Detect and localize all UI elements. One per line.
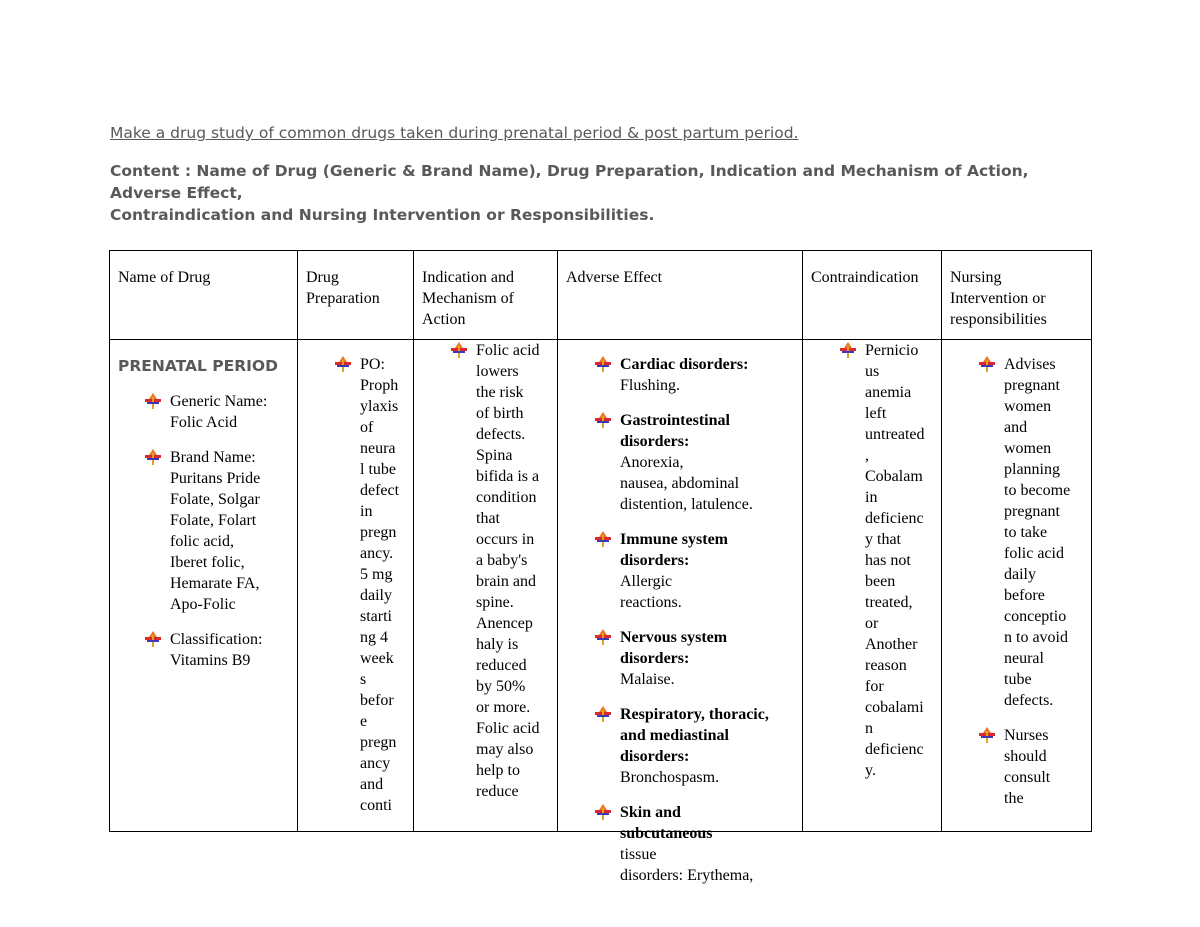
bullet-arrow-icon [978, 356, 996, 372]
text-line: Hemarate FA, [170, 575, 260, 592]
adverse-detail: Anorexia, [620, 454, 684, 471]
text-line: to become [1004, 482, 1071, 499]
bullet-arrow-icon [594, 629, 612, 645]
content-line-1: Content : Name of Drug (Generic & Brand Name), Drug Preparation, Indication and Mechanism of Action, Adverse Effect, [110, 162, 1029, 202]
adverse-detail: Bronchospasm. [620, 769, 720, 786]
content-description [110, 160, 1100, 226]
text-line: deficienc [865, 741, 924, 758]
text-line: should [1004, 748, 1047, 765]
text-line: Folic acid [476, 342, 540, 359]
adverse-detail: reactions. [620, 594, 682, 611]
bullet-arrow-icon [978, 727, 996, 743]
text-line: occurs in [476, 531, 535, 548]
text-line: spine. [476, 594, 514, 611]
header-indication [414, 251, 558, 340]
text-line: y that [865, 531, 901, 548]
text-line: defects. [1004, 692, 1054, 709]
name-bullet-item [144, 629, 297, 671]
text-line: of [360, 419, 374, 436]
drug-study-table [109, 250, 1092, 884]
header-adverse-effect: Adverse Effect [558, 251, 803, 340]
text-line: Cobalam [865, 468, 923, 485]
cell-name-of-drug [110, 340, 298, 832]
header-nursing [942, 251, 1092, 340]
text-line: Brand Name: [170, 449, 256, 466]
text-line: of birth [476, 405, 524, 422]
name-bullet-item [144, 391, 297, 433]
bullet-arrow-icon [594, 706, 612, 722]
adverse-detail: tissue [620, 846, 657, 863]
cell-contraindication [803, 340, 942, 832]
adverse-effect-item [594, 627, 802, 690]
text-line: in [360, 503, 373, 520]
adverse-category: disorders: [620, 650, 690, 667]
text-line: Generic Name: [170, 393, 268, 410]
adverse-category: Cardiac disorders: [620, 356, 749, 373]
text-line: Folic acid [476, 720, 540, 737]
text-line: reduced [476, 657, 527, 674]
header-line: responsibilities [950, 311, 1047, 328]
adverse-category: Nervous system [620, 629, 728, 646]
table-row [110, 340, 1092, 832]
text-line: starti [360, 608, 392, 625]
text-line: Classification: [170, 631, 263, 648]
adverse-detail: distention, latulence. [620, 496, 753, 513]
text-line: Folate, Solgar [170, 491, 260, 508]
text-line: may also [476, 741, 534, 758]
text-line: the risk [476, 384, 524, 401]
text-line: reduce [476, 783, 519, 800]
cell-nursing [942, 340, 1092, 832]
text-line: pregnant [1004, 503, 1060, 520]
adverse-detail: disorders: Erythema, [620, 867, 754, 884]
text-line: women [1004, 440, 1052, 457]
header-contraindication: Contraindication [803, 251, 942, 340]
text-line: Vitamins B9 [170, 652, 251, 669]
header-line: Drug [306, 269, 339, 286]
adverse-effect-item [594, 354, 802, 396]
text-line: and [360, 776, 384, 793]
text-line: for [865, 678, 884, 695]
text-line: deficienc [865, 510, 924, 527]
text-line: Advises [1004, 356, 1056, 373]
bullet-arrow-icon [594, 804, 612, 820]
adverse-category: disorders: [620, 748, 690, 765]
text-line: Spina [476, 447, 513, 464]
text-line: n to avoid [1004, 629, 1068, 646]
text-line: week [360, 650, 394, 667]
text-line: Proph [360, 377, 399, 394]
text-line: has not [865, 552, 911, 569]
text-line: pregn [360, 734, 397, 751]
text-line: and [1004, 419, 1028, 436]
text-line: condition [476, 489, 537, 506]
adverse-category: Immune system [620, 531, 728, 548]
text-line: haly is [476, 636, 519, 653]
text-line: before [1004, 587, 1045, 604]
text-line: bifida is a [476, 468, 540, 485]
adverse-category: Gastrointestinal [620, 412, 730, 429]
text-line: neural [1004, 650, 1044, 667]
cell-adverse-effect [558, 340, 803, 884]
header-line: Preparation [306, 290, 380, 307]
header-line: Intervention or [950, 290, 1046, 307]
bullet-arrow-icon [839, 342, 857, 358]
nursing-bullet-item [978, 354, 1091, 711]
adverse-category: disorders: [620, 433, 690, 450]
adverse-detail: Flushing. [620, 377, 681, 394]
adverse-detail: nausea, abdominal [620, 475, 740, 492]
bullet-arrow-icon [144, 449, 162, 465]
content-line-2: Contraindication and Nursing Intervention or Responsibilities. [110, 206, 655, 224]
text-line: , [865, 447, 869, 464]
text-line: a baby's [476, 552, 528, 569]
bullet-arrow-icon [594, 356, 612, 372]
header-line: Action [422, 311, 466, 328]
text-line: in [865, 489, 878, 506]
text-line: ancy. [360, 545, 394, 562]
text-line: women [1004, 398, 1052, 415]
text-line: e [360, 713, 368, 730]
text-line: folic acid [1004, 545, 1064, 562]
header-line: Mechanism of [422, 290, 514, 307]
text-line: Folate, Folart [170, 512, 257, 529]
text-line: pregn [360, 524, 397, 541]
bullet-arrow-icon [334, 356, 352, 372]
text-line: Anencep [476, 615, 533, 632]
text-line: n [865, 720, 873, 737]
text-line: or more. [476, 699, 531, 716]
text-line: befor [360, 692, 394, 709]
text-line: lowers [476, 363, 519, 380]
bullet-arrow-icon [594, 531, 612, 547]
text-line: us [865, 363, 880, 380]
adverse-category: and mediastinal [620, 727, 729, 744]
bullet-arrow-icon [144, 393, 162, 409]
text-line: Pernicio [865, 342, 919, 359]
adverse-category: subcutaneous [620, 825, 713, 842]
text-line: help to [476, 762, 520, 779]
text-line: that [476, 510, 500, 527]
section-title: PRENATAL PERIOD [118, 357, 278, 375]
text-line: been [865, 573, 896, 590]
text-line: the [1004, 790, 1024, 807]
adverse-detail: Malaise. [620, 671, 675, 688]
text-line: reason [865, 657, 907, 674]
text-line: l tube [360, 461, 396, 478]
text-line: conti [360, 797, 392, 814]
indication-bullet-item [450, 340, 557, 802]
adverse-effect-item [594, 704, 802, 788]
adverse-effect-item [594, 410, 802, 515]
text-line: Nurses [1004, 727, 1049, 744]
text-line: treated, [865, 594, 913, 611]
cell-drug-preparation [298, 340, 414, 832]
text-line: Iberet folic, [170, 554, 245, 571]
text-line: PO: [360, 356, 385, 373]
header-line: Indication and [422, 269, 514, 286]
table-header-row [110, 251, 1092, 340]
header-drug-preparation [298, 251, 414, 340]
header-line: Nursing [950, 269, 1002, 286]
text-line: planning [1004, 461, 1060, 478]
cell-indication [414, 340, 558, 832]
text-line: untreated [865, 426, 925, 443]
nursing-bullet-item [978, 725, 1091, 809]
bullet-arrow-icon [144, 631, 162, 647]
text-line: cobalami [865, 699, 924, 716]
text-line: daily [360, 587, 392, 604]
text-line: pregnant [1004, 377, 1060, 394]
name-bullet-item [144, 447, 297, 615]
adverse-detail: Allergic [620, 573, 673, 590]
text-line: to take [1004, 524, 1048, 541]
text-line: defects. [476, 426, 526, 443]
adverse-category: Skin and [620, 804, 681, 821]
bullet-arrow-icon [450, 342, 468, 358]
text-line: by 50% [476, 678, 526, 695]
text-line: Apo-Folic [170, 596, 236, 613]
text-line: ancy [360, 755, 391, 772]
text-line: anemia [865, 384, 912, 401]
text-line: y. [865, 762, 876, 779]
text-line: 5 mg [360, 566, 393, 583]
header-name-of-drug: Name of Drug [110, 251, 298, 340]
text-line: Folic Acid [170, 414, 238, 431]
assignment-heading: Make a drug study of common drugs taken during prenatal period & post partum period. [110, 124, 799, 142]
text-line: folic acid, [170, 533, 234, 550]
adverse-category: disorders: [620, 552, 690, 569]
text-line: ylaxis [360, 398, 399, 415]
contraindication-bullet-item [839, 340, 941, 781]
text-line: conceptio [1004, 608, 1067, 625]
text-line: ng 4 [360, 629, 388, 646]
text-line: defect [360, 482, 400, 499]
adverse-category: Respiratory, thoracic, [620, 706, 769, 723]
text-line: or [865, 615, 879, 632]
text-line: s [360, 671, 367, 688]
preparation-bullet-item [334, 354, 413, 816]
text-line: consult [1004, 769, 1051, 786]
text-line: brain and [476, 573, 536, 590]
bullet-arrow-icon [594, 412, 612, 428]
text-line: daily [1004, 566, 1036, 583]
text-line: Puritans Pride [170, 470, 261, 487]
text-line: left [865, 405, 887, 422]
adverse-effect-item [594, 802, 802, 886]
adverse-effect-item [594, 529, 802, 613]
text-line: neura [360, 440, 396, 457]
text-line: Another [865, 636, 918, 653]
text-line: tube [1004, 671, 1032, 688]
